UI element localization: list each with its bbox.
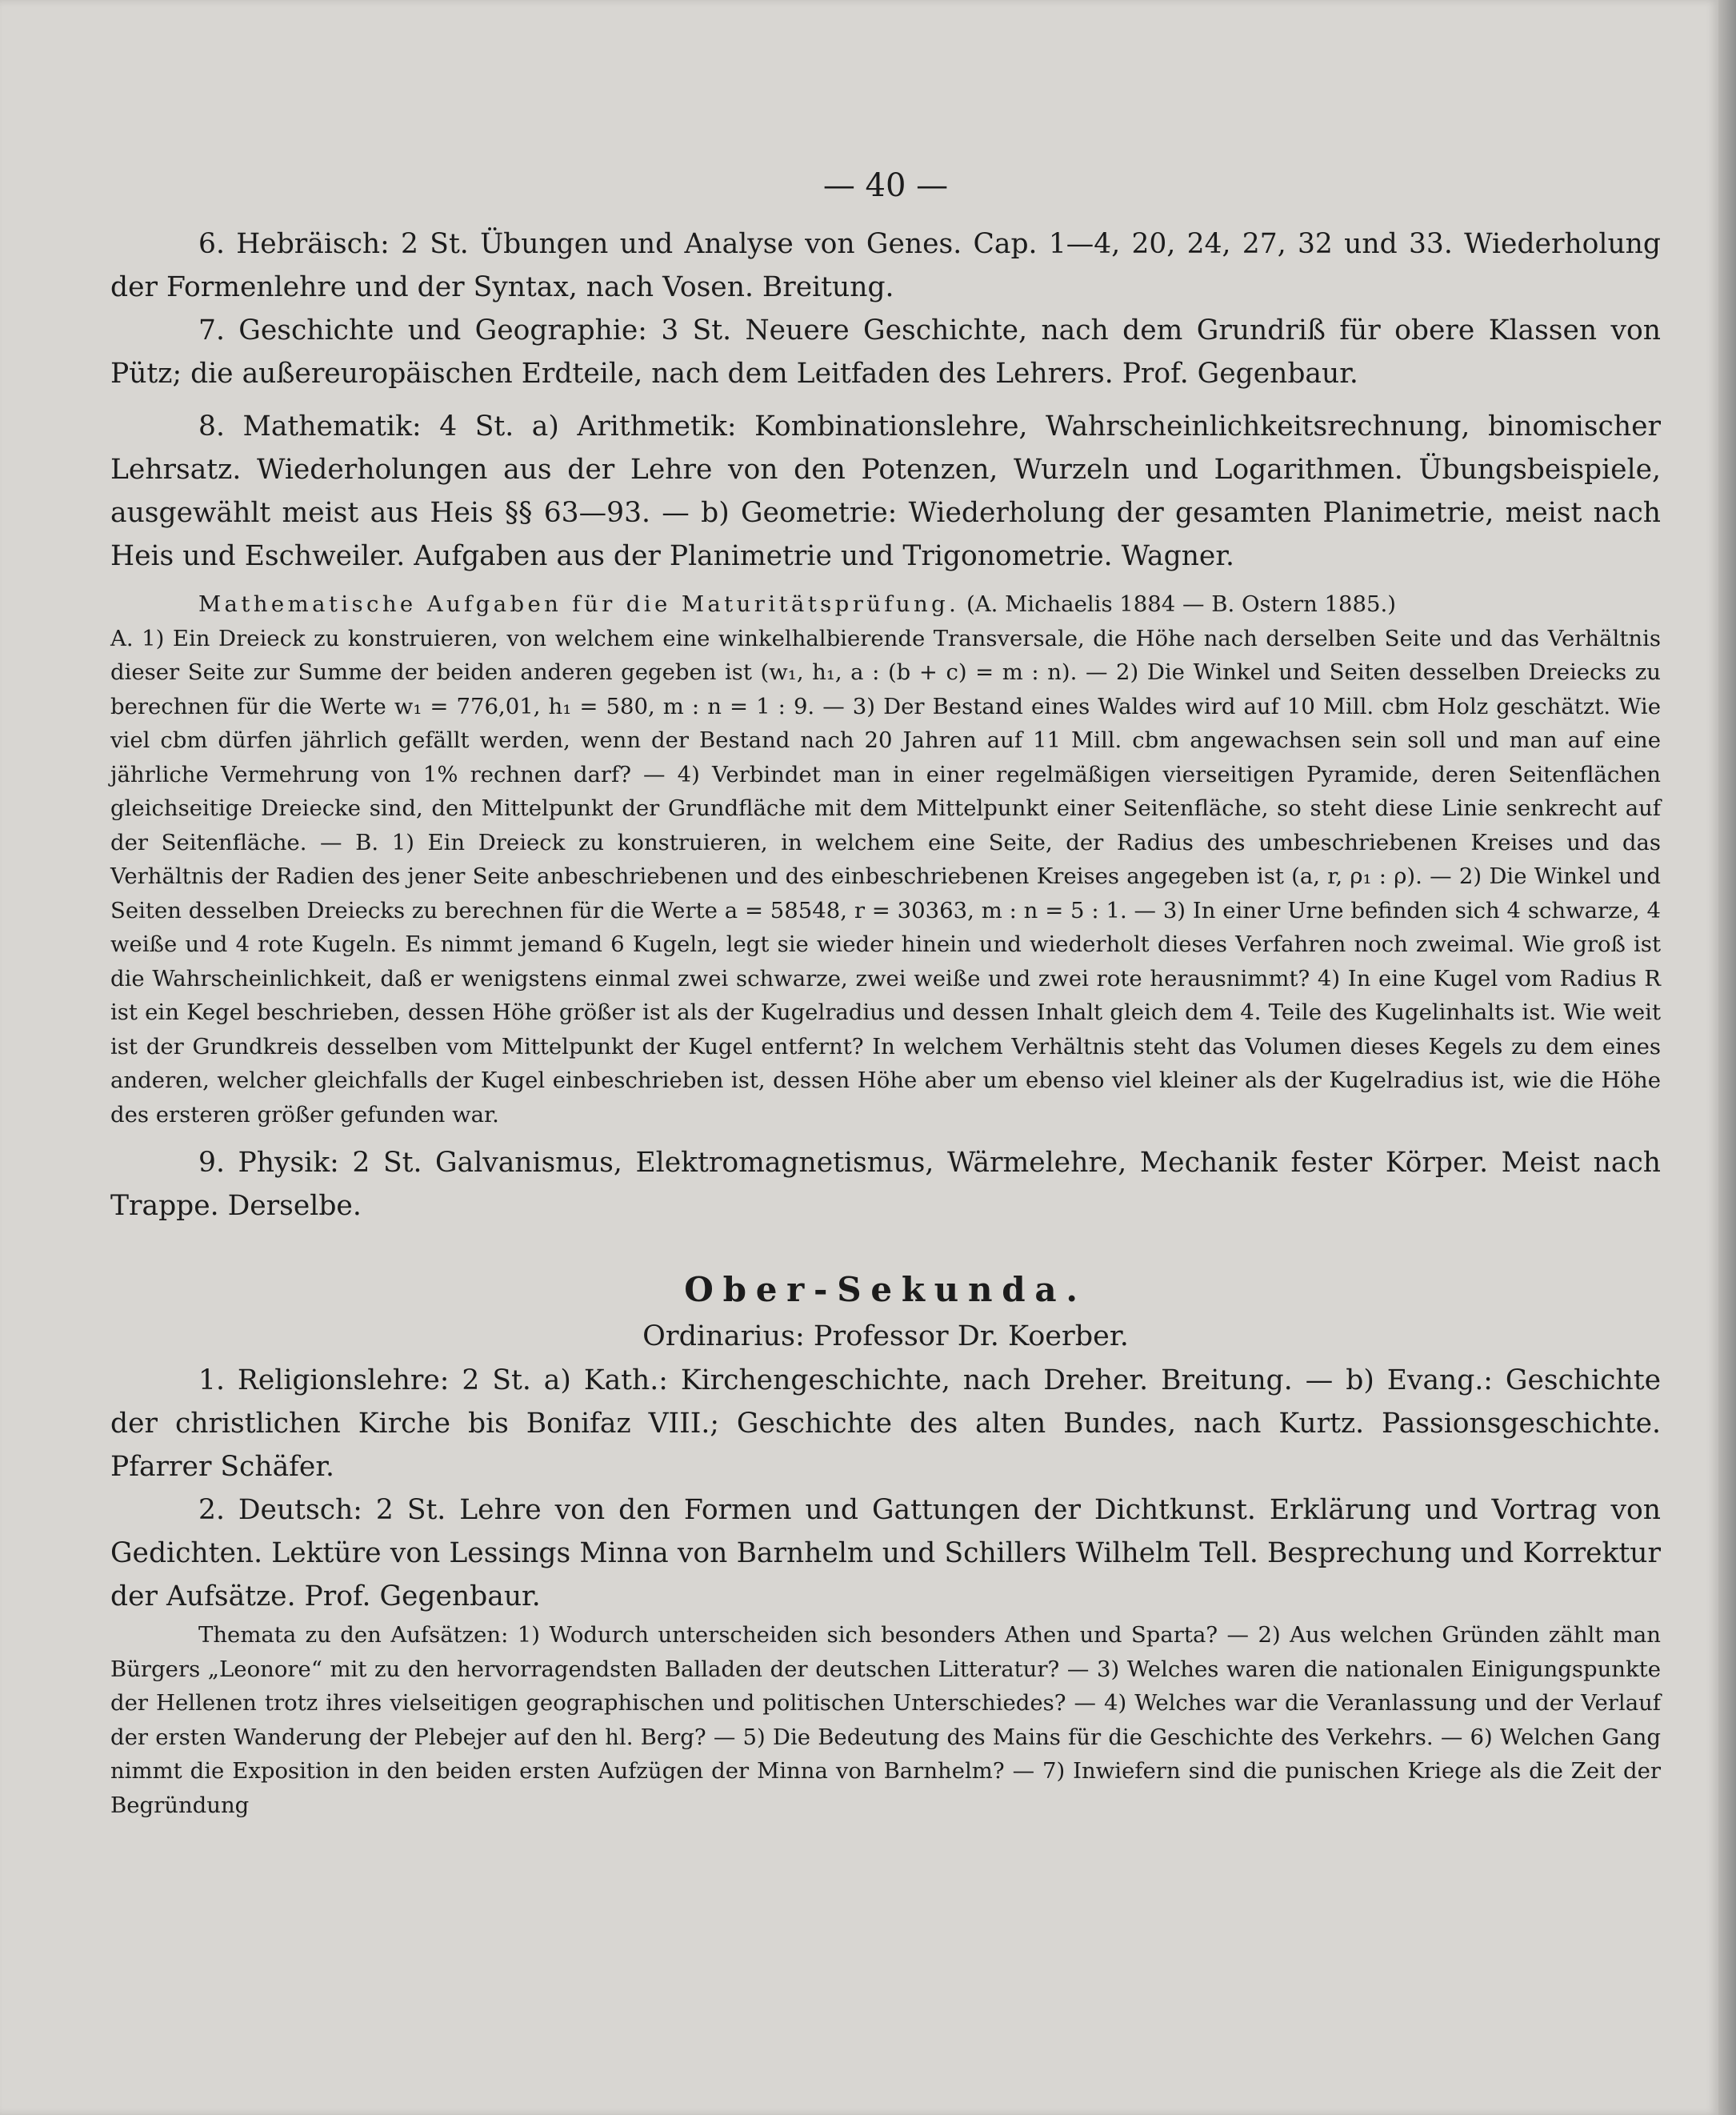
page-number: — 40 — (822, 167, 949, 204)
class-heading: Ober-Sekunda. (684, 1270, 1087, 1309)
math-exam-problems: A. 1) Ein Dreieck zu konstruieren, von welchem eine winkelhalbierende Transversale, die Höhe nach derselben Seite und das Verhältnis dieser Seite zur Summe der beiden anderen gegeben ist (w₁, h₁, a : (b + c) = m : n). — 2) Die Winkel und Seiten desselben Dreiecks zu berechnen für die Werte w₁ = 776,01, h₁ = 580, m : n = 1 : 9. — 3) Der Bestand eines Waldes wird auf 10 Mill. cbm Holz geschätzt. Wie viel cbm dürfen jährlich gefällt werden, wenn der Bestand nach 20 Jahren auf 11 Mill. cbm angewachsen sein soll und man auf eine jährliche Vermehrung von 1% rechnen darf? — 4) Verbindet man in einer regelmäßigen vierseitigen Pyramide, deren Seitenflächen gleichseitige Dreiecke sind, den Mittelpunkt der Grundfläche mit dem Mittelpunkt einer Seitenfläche, so steht diese Linie senkrecht auf der Seitenfläche. — B. 1) Ein Dreieck zu konstruieren, in welchem eine Seite, der Radius des umbeschriebenen Kreises und das Verhältnis der Radien des jener Seite anbeschriebenen und des einbeschriebenen Kreises angegeben ist (a, r, ρ₁ : ρ). — 2) Die Winkel und Seiten desselben Dreiecks zu berechnen für die Werte a = 58548, r = 30363, m : n = 5 : 1. — 3) In einer Urne befinden sich 4 schwarze, 4 weiße und 4 rote Kugeln. Es nimmt jemand 6 Kugeln, legt sie wieder hinein und wiederholt dieses Verfahren noch zweimal. Wie groß ist die Wahrscheinlichkeit, daß er wenigstens einmal zwei schwarze, zwei weiße und zwei rote herausnimmt? 4) In eine Kugel vom Radius R ist ein Kegel beschrieben, dessen Höhe größer ist als der Kugelradius und dessen Inhalt gleich dem 4. Teile des Kugelinhalts ist. Wie weit ist der Grundkreis desselben vom Mittelpunkt der Kugel entfernt? In welchem Verhältnis steht das Volumen dieses Kegels zu dem eines anderen, welcher gleichfalls der Kugel einbeschrieben ist, dessen Höhe aber um ebenso viel kleiner als der Kugelradius ist, wie die Höhe des ersteren größer gefunden war. (110, 625, 1661, 1128)
math-exam-dates: (A. Michaelis 1884 — B. Ostern 1885.) (966, 591, 1396, 617)
section-physics: 9. Physik: 2 St. Galvanismus, Elektromagnetismus, Wärmelehre, Mechanik fester Körper. Meist nach Trappe. Derselbe. (110, 1147, 1661, 1222)
section-hebrew: 6. Hebräisch: 2 St. Übungen und Analyse von Genes. Cap. 1—4, 20, 24, 27, 32 und 33. Wiederholung der Formenlehre und der Syntax, nach Vosen. Breitung. (110, 228, 1661, 303)
ordinarius-line: Ordinarius: Professor Dr. Koerber. (642, 1320, 1129, 1352)
section-german: 2. Deutsch: 2 St. Lehre von den Formen und Gattungen der Dichtkunst. Erklärung und Vortrag von Gedichten. Lektüre von Lessings Minna von Barnhelm und Schillers Wilhelm Tell. Besprechung und Korrektur der Aufsätze. Prof. Gegenbaur. (110, 1494, 1661, 1612)
section-history-geography: 7. Geschichte und Geographie: 3 St. Neuere Geschichte, nach dem Grundriß für obere Klassen von Pütz; die außereuropäischen Erdteile, nach dem Leitfaden des Lehrers. Prof. Gegenbaur. (110, 314, 1661, 390)
page-content (110, 154, 1661, 1822)
section-religion: 1. Religionslehre: 2 St. a) Kath.: Kirchengeschichte, nach Dreher. Breitung. — b) Evang.: Geschichte der christlichen Kirche bis Bonifaz VIII.; Geschichte des alten Bundes, nach Kurtz. Passionsgeschichte. Pfarrer Schäfer. (110, 1364, 1661, 1483)
math-exam-heading (110, 587, 1661, 622)
essay-topics: Themata zu den Aufsätzen: 1) Wodurch unterscheiden sich besonders Athen und Sparta? — 2) Aus welchen Gründen zählt man Bürgers „Leonore“ mit zu den hervorragendsten Balladen der deutschen Litteratur? — 3) Welches waren die nationalen Einigungspunkte der Hellenen trotz ihres vielseitigen geographischen und politischen Unterschiedes? — 4) Welches war die Veranlassung und der Verlauf der ersten Wanderung der Plebejer auf den hl. Berg? — 5) Die Bedeutung des Mains für die Geschichte des Verkehrs. — 6) Welchen Gang nimmt die Exposition in den beiden ersten Aufzügen der Minna von Barnhelm? — 7) Inwiefern sind die punischen Kriege als die Zeit der Begründung (110, 1622, 1661, 1818)
math-exam-title: Mathematische Aufgaben für die Maturitätsprüfung. (198, 591, 960, 617)
page-edge (1718, 0, 1736, 2115)
section-mathematics: 8. Mathematik: 4 St. a) Arithmetik: Kombinationslehre, Wahrscheinlichkeitsrechnung, binomischer Lehrsatz. Wiederholungen aus der Lehre von den Potenzen, Wurzeln und Logarithmen. Übungsbeispiele, ausgewählt meist aus Heis §§ 63—93. — b) Geometrie: Wiederholung der gesamten Planimetrie, meist nach Heis und Eschweiler. Aufgaben aus der Planimetrie und Trigonometrie. Wagner. (110, 411, 1661, 572)
